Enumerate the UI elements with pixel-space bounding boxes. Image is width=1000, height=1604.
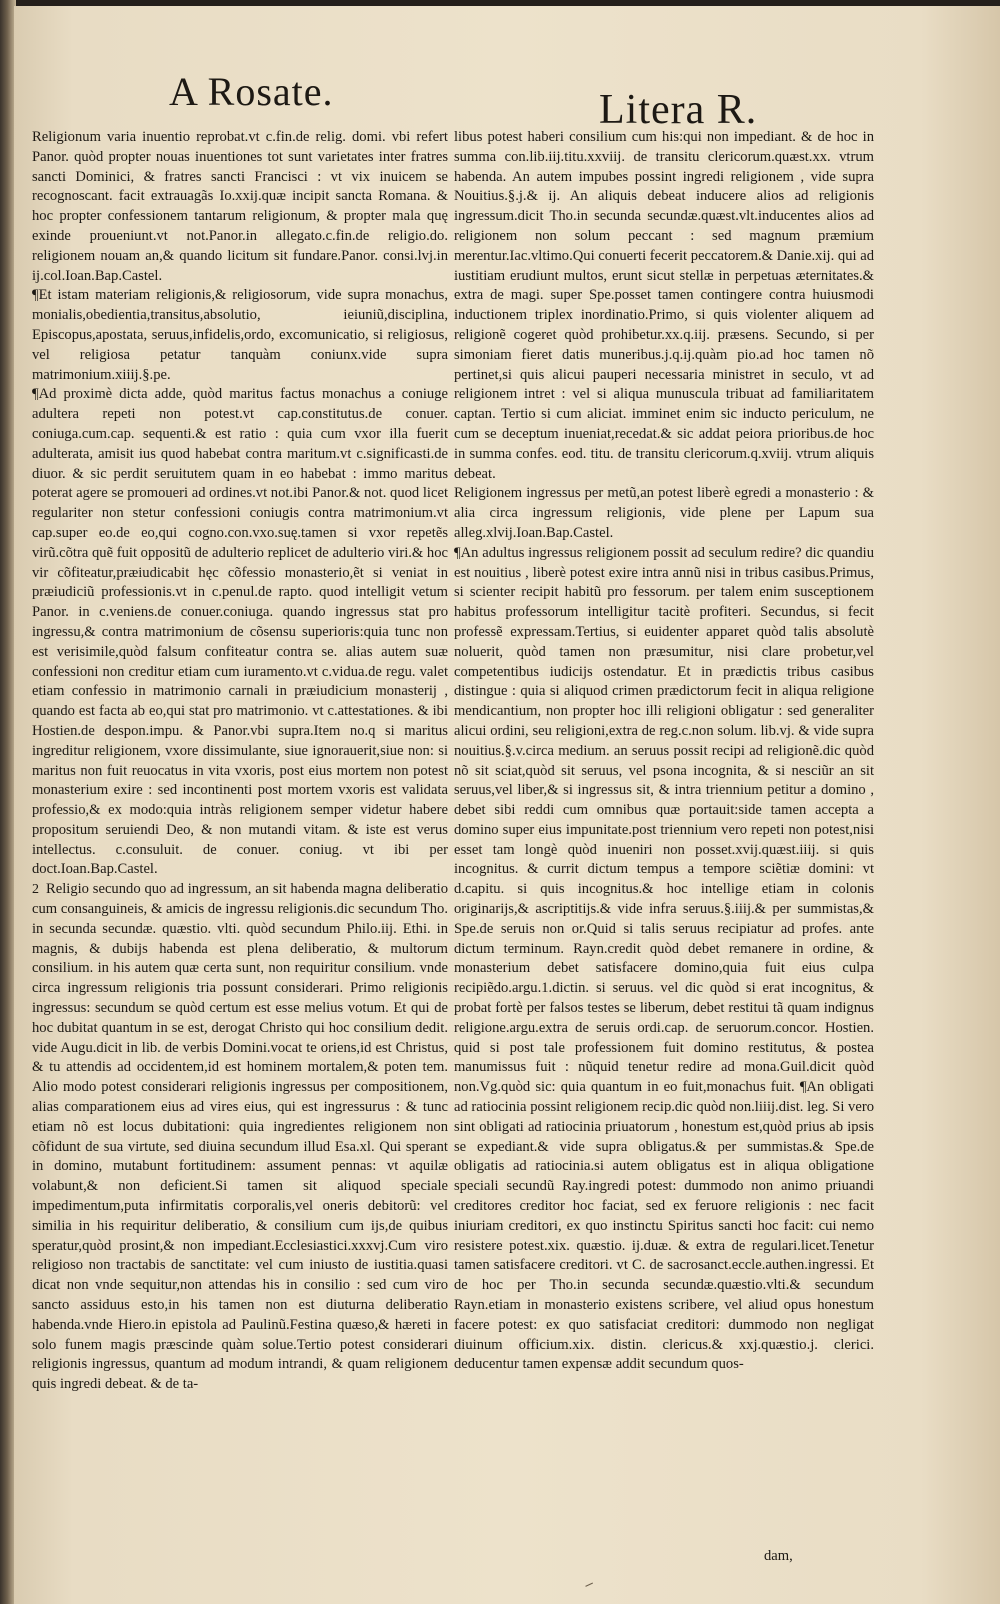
paragraph: Religionem ingressus per metũ,an potest liberè egredi a monasterio : & alia circa ingressum religionis, vide plene per Lapum sua alleg.xlvij.Ioan.Bap.Castel. bbox=[454, 485, 874, 541]
signature-mark bbox=[585, 1583, 594, 1591]
book-page bbox=[14, 6, 1000, 1604]
running-head-left: A Rosate. bbox=[169, 69, 334, 114]
section-number: 2 bbox=[32, 882, 39, 898]
paragraph: Religionum varia inuentio reprobat.vt c.fin.de relig. domi. vbi refert Panor. quòd propter nouas inuentiones tot sunt varietates inter fratres sancti Dominici, & fratres sancti Francisci : vt vix inuicem se recognoscant. facit extrauagãs Io.xxij.quæ incipit sancta Romana. & hoc propter confessionem tantarum religionum, & propter mala quę exinde proueniunt.vt not.Panor.in allegato.c.fin.de religio.do. religionem nouam an,& quando licitum sit fundare.Panor. consi.lvj.in ij.col.Ioan.Bap.Castel. bbox=[32, 129, 448, 284]
right-column bbox=[454, 128, 874, 1375]
left-column bbox=[32, 128, 448, 1395]
catchword: dam, bbox=[764, 1548, 793, 1564]
paragraph: ¶Ad proximè dicta adde, quòd maritus factus monachus a coniuge adultera repeti non potest.vt cap.constitutus.de conuer. coniuga.cum.cap. sequenti.& est ratio : quia cum vxor illa fuerit adulterata, amisit ius quod habebat contra maritum.vt c.significasti.de diuor. & sic perdit seruitutem quam in eo habebat : immo maritus poterat agere se promoueri ad ordines.vt not.ibi Panor.& not. quod licet regulariter non stetur confessioni coniugis contra matrimonium.vt cap.super eo.de eo,qui cogno.con.vxo.suę.tamen si vxor repetẽs virũ.cõtra quẽ fuit oppositũ de adulterio replicet de adulterio viri.& hoc vir cõfiteatur,præiudicabit hęc cõfessio monasterio,ẽt si veniat in præiudiciũ professionis.vt in c.penul.de rapto. quod intelligit vetum Panor. in c.veniens.de conuer.coniuga. quando ingressus stat pro ingressu,& contra matrimonium de cõsensu superioris:quia tunc non est verisimile,quòd falsum confiteatur contra se. alias autem suæ confessioni non creditur etiam cum iuramento.vt c.vidua.de regu. valet etiam confessio in matrimonio carnali in præiudicium monasterij , quando est facta ab eo,qui stat pro matrimonio. vt c.attestationes. & ibi Hostien.de despon.impu. & Panor.vbi supra.Item no.q si maritus ingreditur religionem, vxore dissimulante, siue ignorauerit,siue non: si maritus non fuit reuocatus in vita vxoris, post eius mortem non potest monasterium exire : sed incontinenti post mortem vxoris est validata professio,& ex modo:quia intràs religionem semper videtur habere propositum seruiendi Deo, & non mutandi vitam. & iste est verus intellectus. c.consuluit. de conuer. coniug. vt ibi per doct.Ioan.Bap.Castel. bbox=[32, 386, 448, 878]
paragraph-text: Religio secundo quo ad ingressum, an sit habenda magna deliberatio cum consanguineis, & amicis de ingressu religionis.dic secundum Tho. in secunda secundæ. quæstio. vlti. quòd secundum Philo.iij. Ethi. in magnis, & dubijs habenda est plena deliberatio, & multorum consilium. in his autem quæ certa sunt, non requiritur consilium. vnde circa ingressum religionis tria possunt considerari. Primo religionis ingressus: secundum se quòd certum est esse melius votum. Et qui de hoc dubitat quantum in se est, derogat Christo qui hoc consilium dedit. vide Augu.dicit in lib. de verbis Domini.vocat te oriens,id est Christus, & tu attendis ad occidentem,id est hominem mortalem,& poten tem. Alio modo potest considerari religionis ingressus per compositionem, alias comparationem eius ad vires eius, qui est ingressurus : & tunc etiam nõ est locus dubitationi: quia ingredientes religionem non cõfidunt de sua virtute, sed diuina secundum illud Esa.xl. Qui sperant in domino, mutabunt fortitudinem: assument pennas: vt aquilæ volabunt,& non deficient.Si tamen sit aliquod speciale impedimentum,puta infirmitatis corporalis,vel oneris debitorũ: vel similia in his requiritur deliberatio, & consilium cum ijs,de quibus speratur,quòd prosint,& non impediant.Ecclesiastici.xxxvj.Cum viro religioso non tractabis de sanctitate: vel cum iniusto de iustitia.quasi dicat non vnde sequitur,non attendas his in consilio : sed cum viro sancto assiduus esto,in his tamen non est diuturna deliberatio habenda.vnde Hiero.in epistola ad Paulinũ.Festina quæso,& hæreti in solo funem magis præscinde quàm solue.Tertio potest considerari religionis ingressus, quantum ad modum intrandi, & quam religionem quis ingredi debeat. & de ta- bbox=[32, 881, 448, 1393]
paragraph: ¶Et istam materiam religionis,& religiosorum, vide supra monachus, monialis,obedientia,transitus,absolutio, ieiuniũ,disciplina, Episcopus,apostata, seruus,infidelis,ordo, excomunicatio, si religiosus, vel religiosa petatur tanquàm coniunx.vide supra matrimonium.xiiij.§.pe. bbox=[32, 287, 448, 383]
paragraph: libus potest haberi consilium cum his:qui non impediant. & de hoc in summa con.lib.iij.titu.xxviij. de transitu clericorum.quæst.xx. vtrum habenda. An autem impubes possint ingredi religionem , vide supra Nouitius.§.j.& ij. An aliquis debeat inducere alios ad religionis ingressum.dicit Tho.in secunda secundæ.quæst.vlt.inducentes alios ad religionem non solum peccant : sed magnum præmium merentur.Iac.vltimo.Qui conuerti fecerit peccatorem.& Danie.xij. qui ad iustitiam erudiunt multos, erunt sicut stellæ in perpetuas æternitates.& extra de magi. super Spe.posset tamen contingere contra huiusmodi inductionem triplex inordinatio.Primo, si quis violenter aliquem ad religionẽ cogeret quòd prohibetur.xx.q.iij. præsens. Secundo, si per simoniam fieret datis muneribus.j.q.ij.quàm pio.ad hoc tamen nõ pertinet,si quis alicui pauperi necessaria ministret in seculo, vt ad religionem intret : vel si aliqua munuscula tribuat ad familiaritatem captan. Tertio si cum aliciat. imminet enim sic inducto periculum, ne cum se deceptum inueniat,recedat.& sic addat peiora prioribus.de hoc in summa confes. eod. titu. de transitu clericorum.q.xviij. vtrum aliquis debeat. bbox=[454, 129, 874, 482]
paragraph-numbered bbox=[32, 880, 448, 1395]
margin-annotations bbox=[14, 96, 28, 796]
running-head-right: Litera R. bbox=[599, 87, 758, 133]
paragraph: ¶An adultus ingressus religionem possit ad seculum redire? dic quandiu est nouitius , liberè potest exire intra annũ nisi in tribus casibus.Primus, si scienter recipit habitũ pro fessorum. per talem enim susceptionem habitus professorum intelligitur tacitè profiteri. Secundus, si fecit professẽ expressam.Tertius, si euidenter apparet quòd talis absolutè noluerit, quòd tamen non præsumitur, nisi clare probetur,vel competentibus iudicijs ostendatur. Et in prædictis tribus casibus distingue : quia si aliquod crimen prædictorum fecit in aliqua religione mendicantium, non propter hoc illi religioni obligatur : sed generaliter alicui ordini, seu religioni,extra de reg.c.non solum. lib.vj. & vide supra nouitius.§.v.circa medium. an seruus possit recipi ad religionẽ.dic quòd nõ sit sciat,quòd sit seruus, vel psona incognita, & si nesciũr an sit seruus,vel liber,& si ingressus sit, & intra triennium petitur a domino , debet sibi reddi cum omnibus quæ portauit:side tamen accepta a domino super eius impunitate.post triennium vero repeti non potest,nisi esset tam longè quòd inueniri non posset.xvij.quæst.iiij. si quis incognitus. & currit dictum tempus a tempore sciẽtiæ domini: vt d.capitu. si quis incognitus.& hoc intellige etiam in colonis originarijs,& ascriptitijs.& vide infra seruus.§.iiij.& per summistas,& Spe.de seruis non or.Quid si talis seruus recipiatur ad profes. ante dictum terminum. Rayn.credit quòd debet remanere in ordine, & monasterium debet satisfacere domino,quia fuit eius culpa recipiẽdo.argu.1.dictin. si seruus. vel dic quòd si erat incognitus, & probat fortè per falsos testes se liberum, debet restitui tã quam indignus religione.argu.extra de seruis ordi.cap. de seruorum.concor. Hostien. quid si post tale professionem fuit domino restitutus, & postea manumissus fuit : nũquid tenetur redire ad mona.Guil.dicit quòd non.Vg.quòd sic: quia quantum in eo fuit,monachus fuit. ¶An obligati ad ratiocinia possint religionem recip.dic quòd non.liiij.dist. leg. Si vero sint obligati ad ratiocinia priuatorum , honestum est,quòd prius ab ipsis se expediant.& vide supra obligatus.& per summistas.& Spe.de obligatis ad ratiocinia.si autem obligatus est in aliqua obligatione speciali secundũ Ray.ingredi potest: dummodo non animo priuandi creditores creditor hoc faciat, sed ex feruore religionis : nec facit iniuriam creditori, ex quo instinctu Spiritus sancti hoc facit: cui nemo resistere potest.xix. quæstio. ij.duæ. & extra de regulari.licet.Tenetur tamen satisfacere creditori. vt C. de sacrosanct.eccle.authen.ingressi. Et de hoc per Tho.in secunda secundæ.quæstio.vlti.& secundum Rayn.etiam in monasterio existens scribere, vel aliud opus honestum facere potest: ex quo satisfaciat creditori: dummodo non negligat diuinum officium.xix. distin. clericus.& xxj.quæstio.j. clerici. deducentur tamen expensæ addit secundum quos- bbox=[454, 544, 874, 1373]
